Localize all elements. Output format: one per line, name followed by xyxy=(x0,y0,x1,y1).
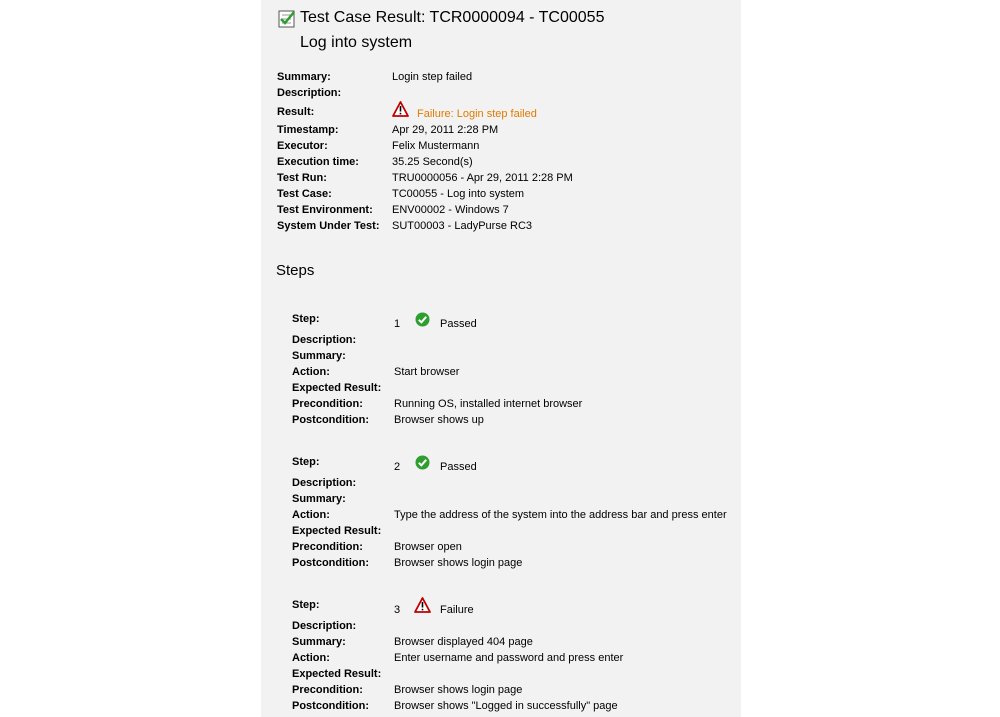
warning-icon xyxy=(392,101,409,117)
step-postcondition-value: Browser shows up xyxy=(394,414,484,426)
test-run-value: TRU0000056 - Apr 29, 2011 2:28 PM xyxy=(392,172,573,184)
page-subtitle: Log into system xyxy=(300,34,413,51)
system-under-test-label: System Under Test: xyxy=(277,220,380,232)
summary-label: Summary: xyxy=(277,71,331,83)
execution-time-label: Execution time: xyxy=(277,156,359,168)
step-postcondition-value: Browser shows "Logged in successfully" page xyxy=(394,700,618,712)
step-precondition-value: Browser shows login page xyxy=(394,684,523,696)
step-precondition-value: Browser open xyxy=(394,541,462,553)
step-postcondition-label: Postcondition: xyxy=(292,557,369,569)
step-expected-label: Expected Result: xyxy=(292,668,382,680)
step-description-label: Description: xyxy=(292,620,357,632)
executor-value: Felix Mustermann xyxy=(392,140,480,152)
step-precondition-label: Precondition: xyxy=(292,684,363,696)
step-action-label: Action: xyxy=(292,509,330,521)
step-summary-label: Summary: xyxy=(292,493,346,505)
test-case-label: Test Case: xyxy=(277,188,332,200)
step-summary-label: Summary: xyxy=(292,636,346,648)
step-description-label: Description: xyxy=(292,334,357,346)
step-action-label: Action: xyxy=(292,366,330,378)
check-circle-icon xyxy=(415,455,430,470)
step-summary-value: Browser displayed 404 page xyxy=(394,636,533,648)
step-postcondition-label: Postcondition: xyxy=(292,700,369,712)
step-expected-label: Expected Result: xyxy=(292,382,382,394)
step-postcondition-value: Browser shows login page xyxy=(394,557,523,569)
check-circle-icon xyxy=(415,312,430,327)
step-label: Step: xyxy=(292,313,320,325)
step-description-label: Description: xyxy=(292,477,357,489)
test-environment-value: ENV00002 - Windows 7 xyxy=(392,204,509,216)
step-precondition-label: Precondition: xyxy=(292,398,363,410)
description-label: Description: xyxy=(277,87,342,99)
step-number: 1 xyxy=(394,318,401,330)
system-under-test-value: SUT00003 - LadyPurse RC3 xyxy=(392,220,533,232)
step-label: Step: xyxy=(292,599,320,611)
executor-label: Executor: xyxy=(277,140,328,152)
step-action-value: Start browser xyxy=(394,366,460,378)
step-number: 3 xyxy=(394,604,401,616)
step-action-value: Enter username and password and press enter xyxy=(394,652,624,664)
result-label: Result: xyxy=(277,106,315,118)
page-title: Test Case Result: TCR0000094 - TC00055 xyxy=(300,9,605,26)
result-value: Failure: Login step failed xyxy=(417,108,537,120)
timestamp-label: Timestamp: xyxy=(277,124,339,136)
step-expected-label: Expected Result: xyxy=(292,525,382,537)
test-run-label: Test Run: xyxy=(277,172,327,184)
step-action-label: Action: xyxy=(292,652,330,664)
step-action-value: Type the address of the system into the address bar and press enter xyxy=(394,509,727,521)
step-status: Passed xyxy=(440,318,477,330)
step-precondition-value: Running OS, installed internet browser xyxy=(394,398,583,410)
step-status: Passed xyxy=(440,461,477,473)
step-postcondition-label: Postcondition: xyxy=(292,414,369,426)
test-environment-label: Test Environment: xyxy=(277,204,373,216)
summary-value: Login step failed xyxy=(392,71,473,83)
step-precondition-label: Precondition: xyxy=(292,541,363,553)
step-status: Failure xyxy=(440,604,474,616)
checklist-icon xyxy=(278,10,296,28)
execution-time-value: 35.25 Second(s) xyxy=(392,156,473,168)
step-summary-label: Summary: xyxy=(292,350,346,362)
steps-heading: Steps xyxy=(276,262,315,279)
test-case-value: TC00055 - Log into system xyxy=(392,188,525,200)
warning-icon xyxy=(414,597,431,613)
step-label: Step: xyxy=(292,456,320,468)
timestamp-value: Apr 29, 2011 2:28 PM xyxy=(392,124,499,136)
step-number: 2 xyxy=(394,461,401,473)
